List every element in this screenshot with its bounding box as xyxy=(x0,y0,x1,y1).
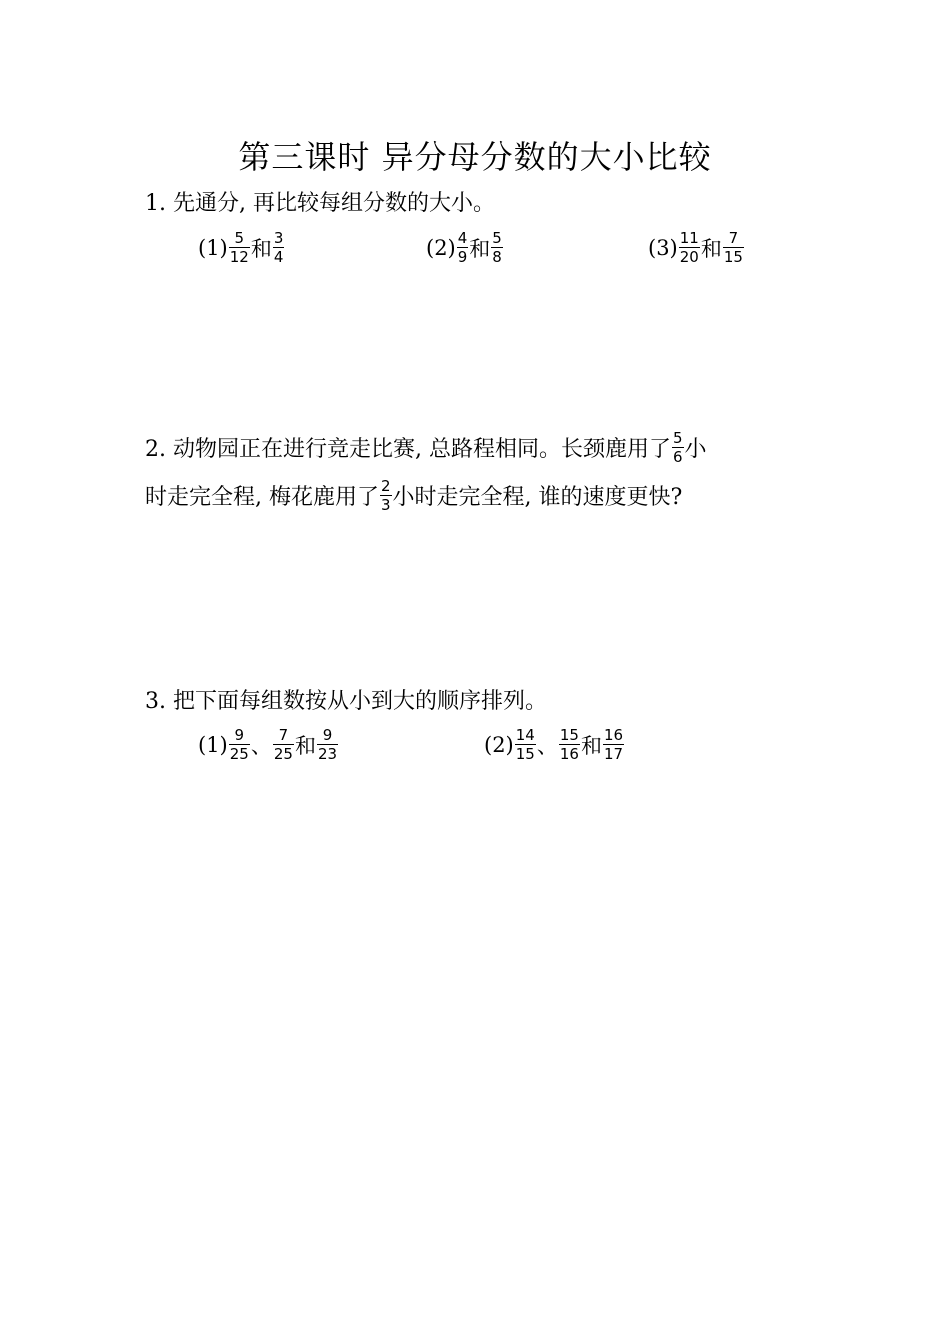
denominator: 25 xyxy=(273,745,293,763)
question-2-text-tail: 小 xyxy=(684,437,707,462)
fraction xyxy=(679,230,700,265)
fraction xyxy=(603,727,624,762)
numerator: 9 xyxy=(322,726,333,744)
fraction xyxy=(457,230,469,265)
numerator: 7 xyxy=(278,726,289,744)
q3-item-1-label: (1) xyxy=(198,732,228,757)
conjunction: 和 xyxy=(250,236,272,261)
denominator: 15 xyxy=(723,248,743,266)
separator: 、 xyxy=(536,733,558,758)
numerator: 5 xyxy=(234,229,245,247)
question-2-text: 2. 动物园正在进行竞走比赛, 总路程相同。长颈鹿用了 xyxy=(145,437,671,462)
fraction xyxy=(559,727,580,762)
q1-item-2 xyxy=(426,230,504,265)
denominator: 4 xyxy=(273,248,284,266)
fraction xyxy=(273,230,285,265)
numerator: 5 xyxy=(672,429,683,447)
page-title: 第三课时 异分母分数的大小比较 xyxy=(238,138,712,176)
fraction xyxy=(229,230,250,265)
denominator: 23 xyxy=(317,745,338,763)
conjunction: 和 xyxy=(700,236,722,261)
numerator: 5 xyxy=(492,229,502,247)
numerator: 7 xyxy=(728,229,739,247)
fraction xyxy=(723,230,744,265)
separator: 、 xyxy=(250,733,272,758)
numerator: 14 xyxy=(515,726,535,744)
fraction xyxy=(317,727,338,762)
fraction xyxy=(515,727,536,762)
denominator: 16 xyxy=(559,745,579,763)
question-2-text-end: 小时走完全程, 谁的速度更快? xyxy=(392,485,683,510)
denominator: 20 xyxy=(679,248,699,266)
numerator: 2 xyxy=(381,477,391,495)
fraction xyxy=(380,478,392,513)
denominator: 12 xyxy=(229,248,249,266)
denominator: 6 xyxy=(672,448,683,466)
q1-item-1 xyxy=(198,230,285,265)
fraction xyxy=(273,727,294,762)
denominator: 8 xyxy=(492,248,502,266)
q1-item-3-label: (3) xyxy=(648,235,678,260)
numerator: 16 xyxy=(603,726,624,744)
numerator: 9 xyxy=(234,726,245,744)
denominator: 9 xyxy=(457,248,468,266)
denominator: 15 xyxy=(515,745,535,763)
fraction xyxy=(229,727,250,762)
question-2-text-cont: 时走完全程, 梅花鹿用了 xyxy=(145,485,379,510)
q3-item-1 xyxy=(198,727,339,762)
denominator: 17 xyxy=(603,745,624,763)
denominator: 25 xyxy=(229,745,249,763)
numerator: 4 xyxy=(457,229,468,247)
conjunction: 和 xyxy=(469,236,491,261)
q3-item-2-label: (2) xyxy=(484,732,514,757)
numerator: 3 xyxy=(273,229,284,247)
conjunction: 和 xyxy=(294,733,316,758)
question-1-text: 1. 先通分, 再比较每组分数的大小。 xyxy=(145,191,495,216)
question-2-line-2 xyxy=(145,478,682,513)
question-2-line-1 xyxy=(145,430,707,465)
conjunction: 和 xyxy=(580,733,602,758)
denominator: 3 xyxy=(381,496,391,514)
numerator: 11 xyxy=(679,229,699,247)
numerator: 15 xyxy=(559,726,579,744)
q1-item-2-label: (2) xyxy=(426,235,456,260)
fraction xyxy=(672,430,684,465)
q1-item-3 xyxy=(648,230,745,265)
fraction xyxy=(491,230,503,265)
q3-item-2 xyxy=(484,727,625,762)
q1-item-1-label: (1) xyxy=(198,235,228,260)
question-3-text: 3. 把下面每组数按从小到大的顺序排列。 xyxy=(145,689,547,714)
